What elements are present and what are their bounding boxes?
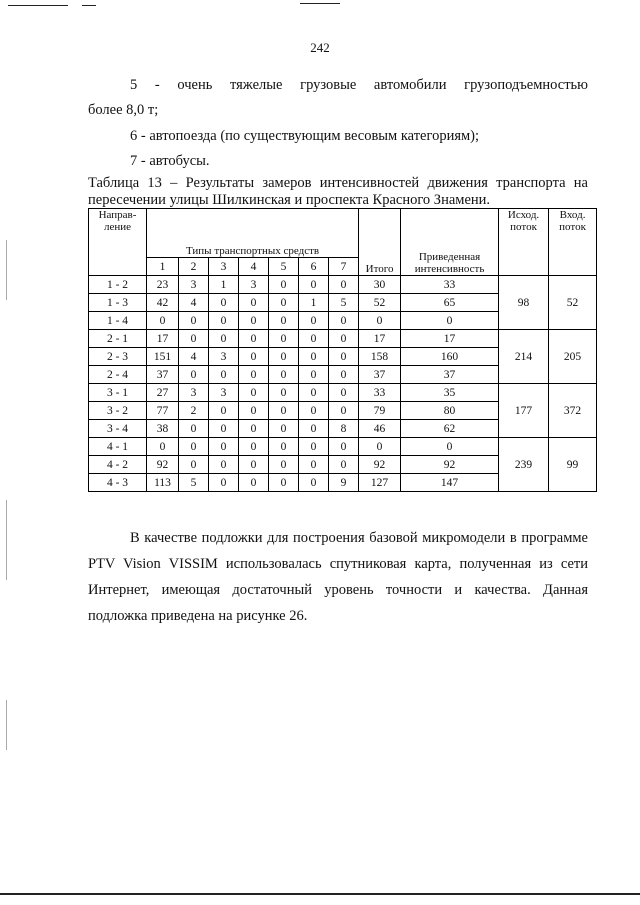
cell-type-count: 0 xyxy=(147,438,179,456)
cell-type-count: 0 xyxy=(329,384,359,402)
cell-reduced-intensity: 62 xyxy=(401,420,499,438)
header-type-number: 2 xyxy=(179,258,209,276)
cell-type-count: 0 xyxy=(299,384,329,402)
header-type-number: 4 xyxy=(239,258,269,276)
cell-type-count: 0 xyxy=(239,402,269,420)
table-row xyxy=(89,330,597,348)
cell-reduced-intensity: 35 xyxy=(401,384,499,402)
cell-total: 79 xyxy=(359,402,401,420)
table-caption-line2: пересечении улицы Шилкинская и проспекта Красного Знамени. xyxy=(88,192,491,208)
margin-mark xyxy=(6,500,7,580)
cell-direction: 4 - 1 xyxy=(89,438,147,456)
margin-mark xyxy=(6,700,7,750)
cell-type-count: 0 xyxy=(179,438,209,456)
cell-reduced-intensity: 0 xyxy=(401,312,499,330)
cell-type-count: 0 xyxy=(269,384,299,402)
cell-reduced-intensity: 33 xyxy=(401,276,499,294)
list-item-5-line2: более 8,0 т; xyxy=(88,102,159,118)
cell-type-count: 0 xyxy=(209,312,239,330)
cell-total: 33 xyxy=(359,384,401,402)
cell-type-count: 0 xyxy=(299,276,329,294)
cell-direction: 1 - 4 xyxy=(89,312,147,330)
paragraph-line3: Интернет, имеющая достаточный уровень точности и качества. Данная xyxy=(88,582,588,598)
table-row xyxy=(89,438,597,456)
list-item-6: 6 - автопоезда (по существующим весовым категориям); xyxy=(130,128,480,144)
cell-type-count: 0 xyxy=(269,330,299,348)
cell-total: 52 xyxy=(359,294,401,312)
cell-total: 158 xyxy=(359,348,401,366)
cell-type-count: 0 xyxy=(329,312,359,330)
cell-outgoing-flow: 98 xyxy=(499,276,549,330)
cell-type-count: 17 xyxy=(147,330,179,348)
cell-type-count: 1 xyxy=(209,276,239,294)
cell-type-count: 0 xyxy=(299,420,329,438)
cell-total: 127 xyxy=(359,474,401,492)
cell-direction: 2 - 4 xyxy=(89,366,147,384)
cell-type-count: 0 xyxy=(299,330,329,348)
cell-type-count: 0 xyxy=(209,366,239,384)
cell-type-count: 0 xyxy=(329,366,359,384)
cell-type-count: 0 xyxy=(329,456,359,474)
cell-type-count: 4 xyxy=(179,348,209,366)
cell-total: 30 xyxy=(359,276,401,294)
paragraph-line2: PTV Vision VISSIM использовалась спутниковая карта, полученная из сети xyxy=(88,556,588,572)
cell-total: 92 xyxy=(359,456,401,474)
table-body xyxy=(89,276,597,492)
cell-type-count: 0 xyxy=(299,366,329,384)
cell-reduced-intensity: 17 xyxy=(401,330,499,348)
header-type-number: 3 xyxy=(209,258,239,276)
cell-direction: 3 - 4 xyxy=(89,420,147,438)
cell-type-count: 0 xyxy=(209,456,239,474)
table-caption xyxy=(88,175,588,209)
cell-type-count: 0 xyxy=(329,276,359,294)
cell-incoming-flow: 205 xyxy=(549,330,597,384)
cell-type-count: 0 xyxy=(239,456,269,474)
cell-type-count: 0 xyxy=(239,366,269,384)
header-type-number: 1 xyxy=(147,258,179,276)
cell-type-count: 0 xyxy=(209,294,239,312)
cell-outgoing-flow: 239 xyxy=(499,438,549,492)
cell-direction: 2 - 1 xyxy=(89,330,147,348)
list-item-7: 7 - автобусы. xyxy=(130,153,210,169)
cell-type-count: 0 xyxy=(179,420,209,438)
cell-direction: 1 - 2 xyxy=(89,276,147,294)
cell-direction: 1 - 3 xyxy=(89,294,147,312)
cell-incoming-flow: 372 xyxy=(549,384,597,438)
cell-total: 0 xyxy=(359,438,401,456)
body-paragraph xyxy=(88,525,588,629)
cell-reduced-intensity: 65 xyxy=(401,294,499,312)
cell-reduced-intensity: 0 xyxy=(401,438,499,456)
cell-type-count: 0 xyxy=(269,474,299,492)
cell-type-count: 0 xyxy=(179,330,209,348)
header-reduced-intensity: Приведенная интенсивность xyxy=(401,209,499,276)
cell-type-count: 0 xyxy=(269,366,299,384)
cell-reduced-intensity: 80 xyxy=(401,402,499,420)
cell-type-count: 0 xyxy=(209,402,239,420)
cell-type-count: 0 xyxy=(239,474,269,492)
cell-type-count: 0 xyxy=(299,438,329,456)
list-item-5-line1: 5 - очень тяжелые грузовые автомобили грузоподъемностью xyxy=(130,77,588,93)
cell-type-count: 0 xyxy=(239,420,269,438)
cell-type-count: 0 xyxy=(299,402,329,420)
cell-outgoing-flow: 177 xyxy=(499,384,549,438)
cell-type-count: 42 xyxy=(147,294,179,312)
cell-type-count: 0 xyxy=(239,438,269,456)
cell-direction: 3 - 1 xyxy=(89,384,147,402)
cell-type-count: 0 xyxy=(239,312,269,330)
header-vehicle-types: Типы транспортных средств xyxy=(147,209,359,258)
cell-direction: 3 - 2 xyxy=(89,402,147,420)
cell-type-count: 3 xyxy=(179,276,209,294)
cell-type-count: 0 xyxy=(239,294,269,312)
cell-type-count: 0 xyxy=(239,384,269,402)
cell-type-count: 0 xyxy=(269,420,299,438)
cell-type-count: 0 xyxy=(299,456,329,474)
table-row xyxy=(89,276,597,294)
cell-type-count: 0 xyxy=(299,474,329,492)
header-type-number: 5 xyxy=(269,258,299,276)
cell-type-count: 3 xyxy=(239,276,269,294)
header-direction: Направ-ление xyxy=(89,209,147,276)
scan-artifact-top xyxy=(8,5,68,6)
cell-total: 37 xyxy=(359,366,401,384)
cell-type-count: 0 xyxy=(179,312,209,330)
cell-type-count: 0 xyxy=(269,348,299,366)
cell-direction: 2 - 3 xyxy=(89,348,147,366)
table-row xyxy=(89,384,597,402)
cell-type-count: 0 xyxy=(269,438,299,456)
traffic-intensity-table xyxy=(88,208,597,492)
cell-type-count: 2 xyxy=(179,402,209,420)
cell-incoming-flow: 52 xyxy=(549,276,597,330)
cell-type-count: 3 xyxy=(209,348,239,366)
cell-type-count: 38 xyxy=(147,420,179,438)
cell-type-count: 4 xyxy=(179,294,209,312)
cell-type-count: 0 xyxy=(329,402,359,420)
cell-incoming-flow: 99 xyxy=(549,438,597,492)
cell-reduced-intensity: 37 xyxy=(401,366,499,384)
cell-type-count: 3 xyxy=(209,384,239,402)
cell-total: 17 xyxy=(359,330,401,348)
cell-type-count: 113 xyxy=(147,474,179,492)
cell-type-count: 0 xyxy=(179,366,209,384)
cell-type-count: 0 xyxy=(329,348,359,366)
cell-type-count: 1 xyxy=(299,294,329,312)
paragraph-line1: В качестве подложки для построения базовой микромодели в программе xyxy=(130,530,588,546)
cell-type-count: 0 xyxy=(209,438,239,456)
cell-reduced-intensity: 92 xyxy=(401,456,499,474)
table-caption-line1: Таблица 13 – Результаты замеров интенсивностей движения транспорта на xyxy=(88,175,588,191)
header-incoming-flow: Вход. поток xyxy=(549,209,597,276)
cell-type-count: 3 xyxy=(179,384,209,402)
header-total: Итого xyxy=(359,209,401,276)
scan-artifact-top-2 xyxy=(82,5,96,6)
cell-type-count: 0 xyxy=(179,456,209,474)
cell-direction: 4 - 2 xyxy=(89,456,147,474)
cell-type-count: 27 xyxy=(147,384,179,402)
scan-artifact-top-3 xyxy=(300,3,340,4)
cell-total: 46 xyxy=(359,420,401,438)
cell-type-count: 0 xyxy=(329,330,359,348)
cell-type-count: 92 xyxy=(147,456,179,474)
cell-type-count: 5 xyxy=(179,474,209,492)
margin-mark xyxy=(6,240,7,300)
cell-type-count: 0 xyxy=(269,312,299,330)
cell-type-count: 0 xyxy=(269,402,299,420)
cell-type-count: 0 xyxy=(209,420,239,438)
cell-type-count: 0 xyxy=(299,348,329,366)
cell-reduced-intensity: 160 xyxy=(401,348,499,366)
header-outgoing-flow: Исход. поток xyxy=(499,209,549,276)
cell-type-count: 8 xyxy=(329,420,359,438)
cell-type-count: 151 xyxy=(147,348,179,366)
cell-type-count: 0 xyxy=(299,312,329,330)
cell-type-count: 77 xyxy=(147,402,179,420)
paragraph-line4: подложка приведена на рисунке 26. xyxy=(88,608,308,624)
cell-type-count: 0 xyxy=(269,456,299,474)
cell-type-count: 0 xyxy=(269,294,299,312)
cell-outgoing-flow: 214 xyxy=(499,330,549,384)
cell-type-count: 0 xyxy=(147,312,179,330)
header-type-number: 7 xyxy=(329,258,359,276)
page-number: 242 xyxy=(310,40,330,55)
cell-type-count: 9 xyxy=(329,474,359,492)
cell-direction: 4 - 3 xyxy=(89,474,147,492)
cell-type-count: 0 xyxy=(269,276,299,294)
cell-type-count: 37 xyxy=(147,366,179,384)
cell-type-count: 0 xyxy=(239,348,269,366)
cell-type-count: 0 xyxy=(209,330,239,348)
cell-type-count: 23 xyxy=(147,276,179,294)
cell-type-count: 0 xyxy=(239,330,269,348)
cell-type-count: 0 xyxy=(209,474,239,492)
scan-artifact-bottom xyxy=(0,893,640,895)
header-type-number: 6 xyxy=(299,258,329,276)
cell-reduced-intensity: 147 xyxy=(401,474,499,492)
cell-type-count: 5 xyxy=(329,294,359,312)
cell-total: 0 xyxy=(359,312,401,330)
cell-type-count: 0 xyxy=(329,438,359,456)
